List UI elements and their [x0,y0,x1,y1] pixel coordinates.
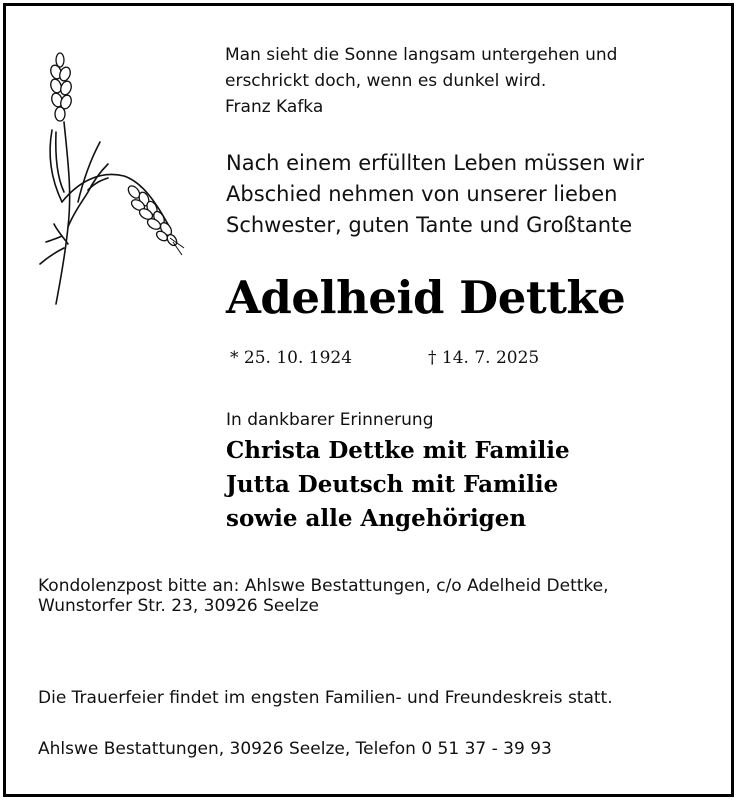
condolence-line: Kondolenzpost bitte an: Ahlswe Bestattungen, c/o Adelheid Dettke, [38,576,609,596]
quote [225,42,617,120]
mourner-name: Jutta Deutsch mit Familie [226,471,559,498]
quote-line: erschrickt doch, wenn es dunkel wird. [225,71,547,91]
deceased-name: Adelheid Dettke [226,271,626,324]
wheat-icon [38,52,188,307]
quote-author: Franz Kafka [225,97,324,117]
mourners-list [226,434,570,536]
memory-heading: In dankbarer Erinnerung [226,410,434,430]
birth-date: * 25. 10. 1924 [230,348,353,368]
intro-line: Schwester, guten Tante und Großtante [226,213,633,237]
condolence-address [38,576,609,616]
condolence-line: Wunstorfer Str. 23, 30926 Seelze [38,596,319,616]
intro-line: Abschied nehmen von unserer lieben [226,182,618,206]
mourner-name: Christa Dettke mit Familie [226,437,570,464]
intro-line: Nach einem erfüllten Leben müssen wir [226,151,644,175]
mourner-name: sowie alle Angehörigen [226,505,527,532]
life-dates [230,345,540,371]
intro-text [226,148,644,241]
death-date: † 14. 7. 2025 [428,348,540,368]
undertaker-contact: Ahlswe Bestattungen, 30926 Seelze, Telefon 0 51 37 - 39 93 [38,739,552,759]
quote-line: Man sieht die Sonne langsam untergehen und [225,45,618,65]
ceremony-note: Die Trauerfeier findet im engsten Familien- und Freundeskreis statt. [38,688,613,708]
